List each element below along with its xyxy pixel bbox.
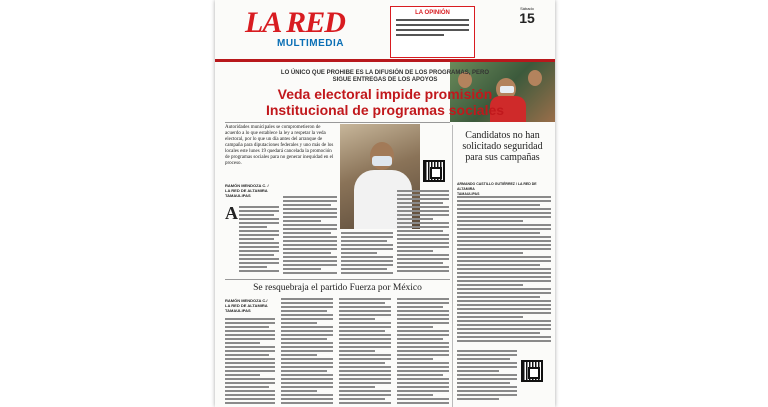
second-story-column-2 xyxy=(281,298,333,407)
main-story-headline xyxy=(245,86,525,118)
second-story-column-4 xyxy=(397,298,449,407)
main-story-kicker: LO ÚNICO QUE PROHIBE ES LA DIFUSIÓN DE LOS PROGRAMAS, PERO SIGUE ENTREGAS DE LOS APOYOS xyxy=(280,70,490,83)
main-story-lead: Autoridades municipales se comprometieron de acuerdo a lo que establece la ley a respetar la veda electoral, por lo que un día antes del arranque de campaña para diputaciones federales y uno más de los locales este lunes 19 quedará cancelada la promoción de programas sociales para no generar inequidad en el proceso. xyxy=(225,125,334,166)
date-day: 15 xyxy=(519,10,535,26)
main-story-column-2 xyxy=(283,196,337,276)
side-story-body-end xyxy=(457,350,517,404)
drop-cap: A xyxy=(225,203,238,223)
date-block xyxy=(507,6,547,35)
side-story-headline: Candidatos no han solicitado seguridad para sus campañas xyxy=(462,130,543,163)
date-weekday: Sábado xyxy=(520,6,534,11)
second-story-headline: Se resquebraja el partido Fuerza por México xyxy=(253,283,422,293)
newspaper-logo: LA RED xyxy=(245,6,345,39)
second-story-column-3 xyxy=(339,298,391,407)
masthead xyxy=(215,0,555,62)
side-story-body xyxy=(457,196,551,346)
opinion-title: LA OPINIÓN xyxy=(415,10,450,16)
newspaper-page xyxy=(215,0,555,407)
main-story-column-1 xyxy=(239,206,279,276)
opinion-box xyxy=(390,6,475,58)
qr-code-icon xyxy=(423,160,445,182)
logo-subtitle: MULTIMEDIA xyxy=(277,38,345,49)
main-story-column-3 xyxy=(341,232,393,276)
second-story-byline: RAMÓN MENDOZA C./ LA RED DE ALTAMIRA TAMAULIPAS xyxy=(225,298,268,313)
side-story-byline: ARMANDO CASTILLO GUTIÉRREZ / LA RED DE ALTAMIRA TAMAULIPAS xyxy=(457,182,537,196)
main-story-byline: RAMÓN MENDOZA C. / LA RED DE ALTAMIRA TAMAULIPAS xyxy=(225,183,269,198)
headline-line-1: Veda electoral impide promisión xyxy=(277,86,493,102)
headline-line-2: Institucional de programas sociales xyxy=(265,102,505,118)
second-story-column-1 xyxy=(225,318,275,407)
main-story-column-4 xyxy=(397,190,449,276)
qr-code-icon xyxy=(521,360,543,382)
